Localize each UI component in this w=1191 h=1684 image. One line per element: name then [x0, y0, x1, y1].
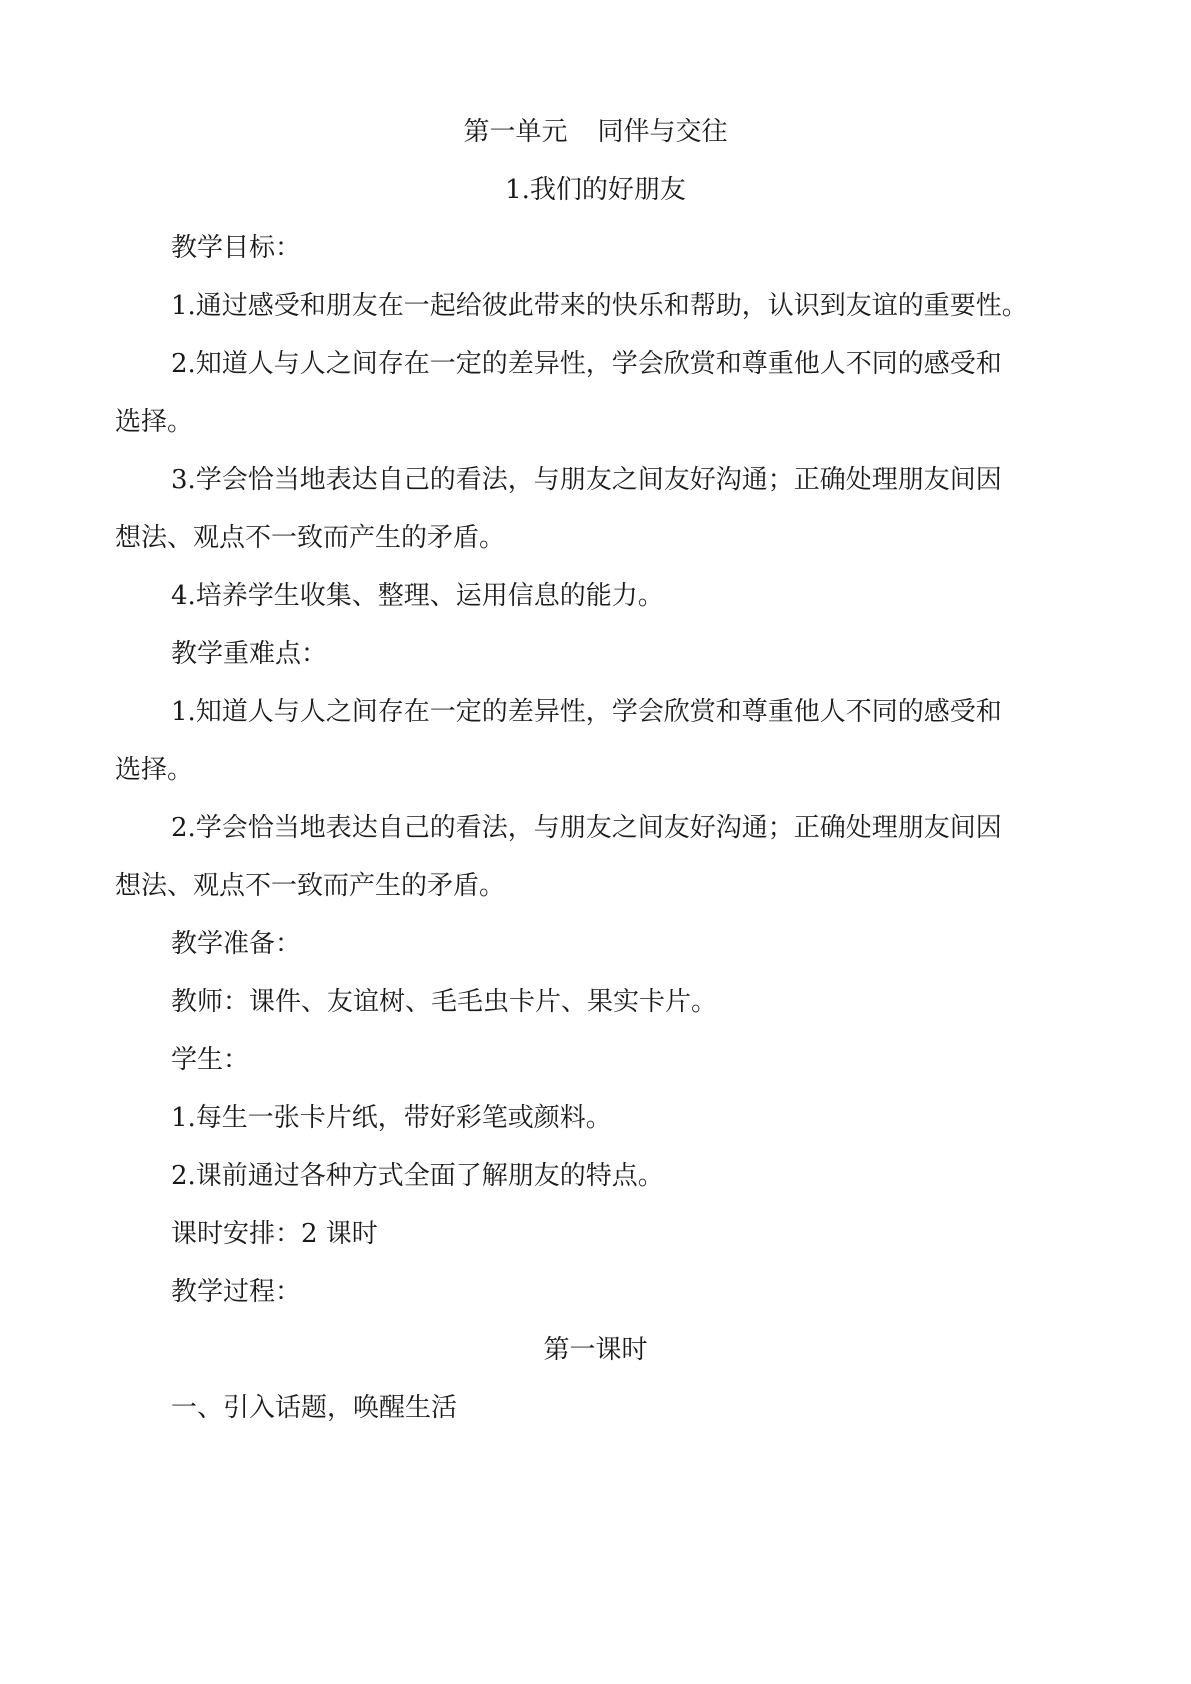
- objective-2-line-2: 选择。: [115, 407, 194, 437]
- process-heading: 教学过程：: [171, 1277, 302, 1307]
- student-preparation-2: 2.课前通过各种方式全面了解朋友的特点。: [171, 1161, 664, 1191]
- unit-title: [0, 112, 1191, 152]
- objective-1: 1.通过感受和朋友在一起给彼此带来的快乐和帮助，认识到友谊的重要性。: [171, 291, 1028, 321]
- student-heading: 学生：: [171, 1045, 250, 1075]
- lesson-title: 1.我们的好朋友: [505, 175, 686, 205]
- session-title: 第一课时: [543, 1335, 648, 1365]
- key-point-1-line-1: 1.知道人与人之间存在一定的差异性，学会欣赏和尊重他人不同的感受和: [171, 697, 1002, 727]
- schedule: 课时安排：2 课时: [171, 1219, 378, 1249]
- objective-3-line-1: 3.学会恰当地表达自己的看法，与朋友之间友好沟通；正确处理朋友间因: [171, 465, 1002, 495]
- key-point-2-line-1: 2.学会恰当地表达自己的看法，与朋友之间友好沟通；正确处理朋友间因: [171, 813, 1002, 843]
- key-points-heading: 教学重难点：: [171, 639, 328, 669]
- objective-3-line-2: 想法、观点不一致而产生的矛盾。: [115, 523, 506, 553]
- unit-name: 同伴与交往: [597, 117, 728, 147]
- section-1-title: 一、引入话题，唤醒生活: [171, 1393, 458, 1423]
- teacher-preparation: 教师：课件、友谊树、毛毛虫卡片、果实卡片。: [171, 987, 718, 1017]
- key-point-2-line-2: 想法、观点不一致而产生的矛盾。: [115, 871, 506, 901]
- preparation-heading: 教学准备：: [171, 929, 302, 959]
- objective-2-line-1: 2.知道人与人之间存在一定的差异性，学会欣赏和尊重他人不同的感受和: [171, 349, 1002, 379]
- key-point-1-line-2: 选择。: [115, 755, 194, 785]
- unit-number: 第一单元: [463, 117, 568, 147]
- student-preparation-1: 1.每生一张卡片纸，带好彩笔或颜料。: [171, 1103, 612, 1133]
- objectives-heading: 教学目标：: [171, 233, 302, 263]
- objective-4: 4.培养学生收集、整理、运用信息的能力。: [171, 581, 664, 611]
